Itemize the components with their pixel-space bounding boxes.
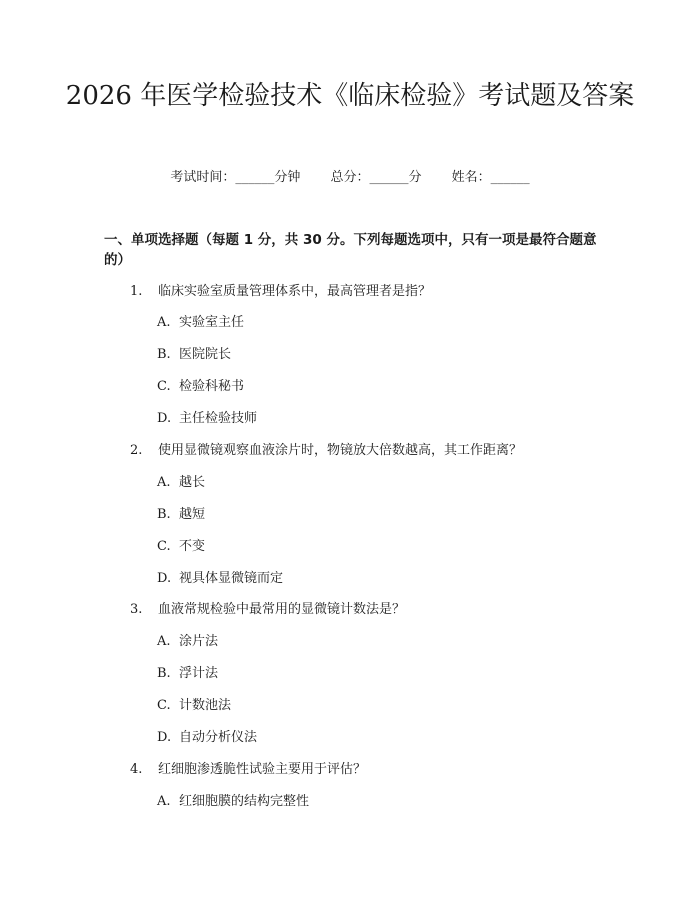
option-1a — [157, 313, 244, 333]
option-2c — [157, 537, 205, 557]
question-number: 2. — [130, 443, 143, 458]
option-letter: D. — [157, 730, 172, 745]
option-4a — [157, 792, 309, 812]
question-3 — [130, 600, 405, 620]
option-text: 主任检验技师 — [179, 411, 258, 426]
option-text: 实验室主任 — [179, 315, 245, 330]
option-letter: C. — [157, 698, 171, 713]
option-letter: A. — [157, 634, 171, 649]
question-number: 4. — [130, 762, 143, 777]
option-text: 红细胞膜的结构完整性 — [179, 794, 310, 809]
option-3b — [157, 664, 218, 684]
option-text: 检验科秘书 — [179, 379, 245, 394]
option-text: 不变 — [179, 539, 206, 554]
option-1c — [157, 377, 244, 397]
option-text: 医院院长 — [179, 347, 232, 362]
option-text: 浮计法 — [179, 666, 219, 681]
question-1 — [130, 282, 431, 302]
option-1b — [157, 345, 231, 365]
option-text: 计数池法 — [179, 698, 232, 713]
page-title: 2026 年医学检验技术《临床检验》考试题及答案 — [65, 81, 635, 111]
total-score: 总分：______分 — [330, 170, 422, 185]
option-text: 越长 — [179, 475, 206, 490]
section-heading: 一、单项选择题（每题 1 分，共 30 分。下列每题选项中，只有一项是最符合题意的） — [104, 232, 597, 268]
option-letter: C. — [157, 379, 171, 394]
option-1d — [157, 409, 257, 429]
option-3a — [157, 632, 218, 652]
option-letter: C. — [157, 539, 171, 554]
question-2 — [130, 441, 522, 461]
option-3d — [157, 728, 257, 748]
option-text: 涂片法 — [179, 634, 219, 649]
option-letter: A. — [157, 794, 171, 809]
question-number: 1. — [130, 284, 143, 299]
option-text: 视具体显微镜而定 — [179, 571, 284, 586]
question-text: 红细胞渗透脆性试验主要用于评估？ — [158, 762, 367, 777]
option-letter: D. — [157, 571, 172, 586]
option-letter: B. — [157, 666, 171, 681]
option-letter: B. — [157, 347, 171, 362]
question-text: 临床实验室质量管理体系中，最高管理者是指？ — [158, 284, 432, 299]
question-number: 3. — [130, 602, 143, 617]
option-text: 自动分析仪法 — [179, 730, 258, 745]
option-2a — [157, 473, 205, 493]
option-text: 越短 — [179, 507, 206, 522]
option-letter: A. — [157, 475, 171, 490]
option-letter: B. — [157, 507, 171, 522]
exam-time: 考试时间：______分钟 — [170, 170, 301, 185]
option-2d — [157, 569, 283, 589]
question-4 — [130, 760, 366, 780]
option-2b — [157, 505, 205, 525]
exam-meta — [0, 168, 700, 188]
option-3c — [157, 696, 231, 716]
question-text: 血液常规检验中最常用的显微镜计数法是？ — [158, 602, 406, 617]
option-letter: D. — [157, 411, 172, 426]
question-text: 使用显微镜观察血液涂片时，物镜放大倍数越高，其工作距离？ — [158, 443, 523, 458]
option-letter: A. — [157, 315, 171, 330]
student-name: 姓名：______ — [451, 170, 530, 185]
